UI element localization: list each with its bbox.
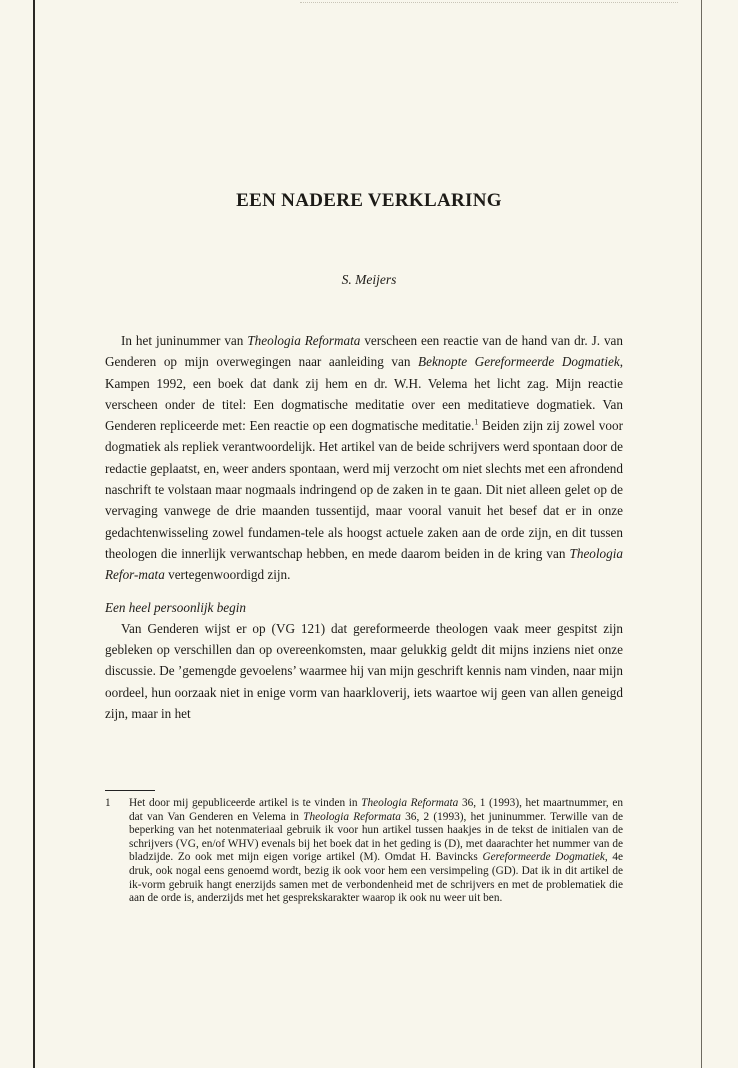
section-heading: Een heel persoonlijk begin (105, 599, 246, 615)
journal-title: Theologia Refor-mata (105, 545, 623, 583)
footnote-text: Het door mij gepubliceerde artikel is te vinden in Theologia Reformata 36, 1 (1993), het maartnummer, en dat van Van Genderen en Velema in Theologia Reformata 36, 2 (1993), het juninummer. Terwille van de beperking van het notenmateriaal gebruik ik voor hun artikel tussen haakjes in de tekst de initialen van de schrijvers (VG, en/of WHV) evenals bij het boek dat in het geding is (D), met daarachter het nummer van de bladzijde. Zo ook met mijn eigen vorige artikel (M). Omdat H. Bavincks Gereformeerde Dogmatiek, 4e druk, ook nogal eens genoemd wordt, bezig ik ook voor hem een versimpeling (GD). Dat ik in dit artikel de ik-vorm gebruik hangt enerzijds samen met de verbondenheid met de schrijvers en met de problematiek die aan de orde is, anderzijds met het gesprekskarakter waarop ik ook nu weer uit ben. (129, 797, 623, 905)
footnote-divider (105, 790, 155, 791)
journal-title: Theologia Reformata (247, 333, 361, 348)
paragraph-intro: In het juninummer van Theologia Reformata verscheen een reactie van de hand van dr. J. van Genderen op mijn overwegingen naar aanleiding van Beknopte Gereformeerde Dogmatiek, Kampen 1992, een boek dat dank zij hem en dr. W.H. Velema het licht zag. Mijn reactie verscheen onder de titel: Een dogmatische meditatie over een meditatieve dogmatiek. Van Genderen repliceerde met: Een reactie op een dogmatische meditatie.$^1$ Beiden zijn zij zowel voor dogmatiek als repliek verantwoordelijk. Het artikel van de beide schrijvers werd spontaan door de redactie geplaatst, en, weer anders spontaan, werd mij verzocht om niet slechts met een afrondend naschrift te volstaan maar nogmaals indringend op de zaken in te gaan. Dit niet alleen gelet op de vervaging vanwege de drie maanden tussentijd, maar vooral vanuit het besef dat er in onze gedachtenwisseling zowel fundamen-tele als hoogst actuele zaken aan de orde zijn, en dit tussen theologen die innerlijk verwantschap hebben, en mede daarom beiden in de kring van Theologia Refor-mata vertegenwoordigd zijn. (105, 333, 623, 583)
faint-running-header (300, 2, 678, 11)
book-title: Beknopte Gereformeerde Dogmatiek (418, 354, 620, 370)
paragraph-section: Van Genderen wijst er op (VG 121) dat gereformeerde theologen vaak meer gespitst zijn gebleken op verschillen dan op overeenkomsten, maar gelukkig geldt dit mijns inziens niet onze discussie. De ’gemengde gevoelens’ waarmee hij van mijn geschrift kennis nam vinden, naar mijn oordeel, hun oorzaak niet in enige vorm van haarkloverij, iets waartoe wij geen van allen geneigd zijn, maar in het (105, 620, 623, 722)
footnote-number: 1 (105, 797, 111, 809)
scan-edge-left (33, 0, 35, 1068)
article-author: S. Meijers (341, 272, 397, 287)
article-body (105, 330, 623, 724)
footnote-reference[interactable]: 1 (474, 417, 479, 427)
scan-edge-right (701, 0, 702, 1068)
article-title: EEN NADERE VERKLARING (236, 190, 502, 211)
footnote (105, 797, 623, 906)
